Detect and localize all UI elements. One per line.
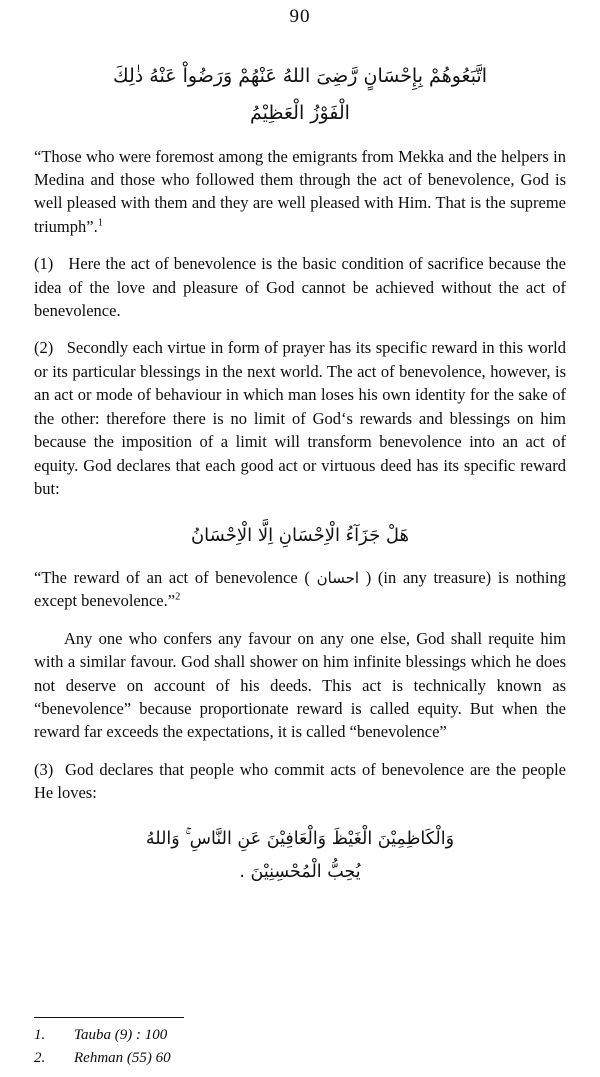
paragraph-2-marker: (2)	[34, 338, 54, 358]
footnote-ref-2: 2	[175, 591, 181, 603]
footnote-ref-1: 1	[97, 217, 103, 229]
paragraph-2	[34, 336, 566, 500]
footnote-item	[34, 1047, 566, 1070]
paragraph-1-marker: (1)	[34, 254, 54, 274]
quran-verse-top-line1: اتَّبَعُوهُمْ بِإِحْسَانٍ رَّضِىَ اللهُ عَنْهُمْ وَرَضُواْ عَنْهُ ذٰلِكَ	[113, 65, 487, 87]
translation-middle-after: ) (in any treasure) is nothing except benevolence.”	[34, 567, 566, 611]
paragraph-benevolence: Any one who confers any favour on any one else, God shall requite him with a similar favour. God shall shower on him infinite blessings which he does not deserve on account of his deeds. This act is technically known as “benevolence” because proportionate reward is called equity. But when the reward far exceeds the expectations, it is called “benevolence”	[34, 628, 566, 742]
page-number: 90	[289, 6, 311, 27]
paragraph-1-text: Here the act of benevolence is the basic condition of sacrifice because the idea of the love and pleasure of God cannot be achieved without the act of benevolence.	[34, 254, 567, 321]
quran-verse-bottom-line1: وَالْكَاظِمِيْنَ الْغَيْظَ وَالْعَافِيْنَ عَنِ النَّاسِ ۚ وَاللهُ	[145, 828, 455, 849]
footnote-list	[34, 1024, 566, 1069]
paragraph-1	[34, 252, 566, 322]
quran-verse-top-line2: الْفَوْزُ الْعَظِيْمُ	[250, 102, 350, 125]
inline-arabic-ihsan: احسان	[316, 568, 360, 587]
footnote-text: Tauba (9) : 100	[74, 1027, 168, 1043]
paragraph-3-text: God declares that people who commit acts of benevolence are the people He loves:	[34, 759, 567, 803]
quran-verse-middle: هَلْ جَزَآءُ الْاِحْسَانِ اِلَّا الْاِحْسَانُ	[190, 525, 410, 547]
footnote-item	[34, 1024, 566, 1047]
footnote-area	[34, 1007, 566, 1069]
footnote-number: 2.	[34, 1049, 46, 1066]
footnote-text: Rehman (55) 60	[74, 1049, 171, 1066]
paragraph-3-marker: (3)	[34, 759, 54, 779]
footnote-number: 1.	[34, 1027, 46, 1043]
quran-verse-bottom-line2: يُحِبُّ الْمُحْسِنِيْنَ .	[239, 861, 361, 882]
translation-top	[34, 145, 566, 239]
footnote-divider	[34, 1017, 184, 1018]
paragraph-3	[34, 758, 566, 805]
translation-top-text: “Those who were foremost among the emigrants from Mekka and the helpers in Medina and those who followed them through the act of benevolence, God is well pleased with them and they are well pleased with Him. That is the supreme triumph”.	[34, 146, 566, 236]
translation-middle-before: “The reward of an act of benevolence (	[34, 567, 317, 587]
translation-middle	[34, 566, 566, 613]
paragraph-2-text: Secondly each virtue in form of prayer has its specific reward in this world or its particular blessings in the next world. The act of benevolence, however, is an act or mode of behaviour in which man loses his own identity for the sake of the other: therefore there is no limit of God‘s rewards and blessings on him because the imposition of a limit will transform benevolence into an act of equity. God declares that each good act or virtuous deed has its specific reward but:	[34, 338, 566, 498]
